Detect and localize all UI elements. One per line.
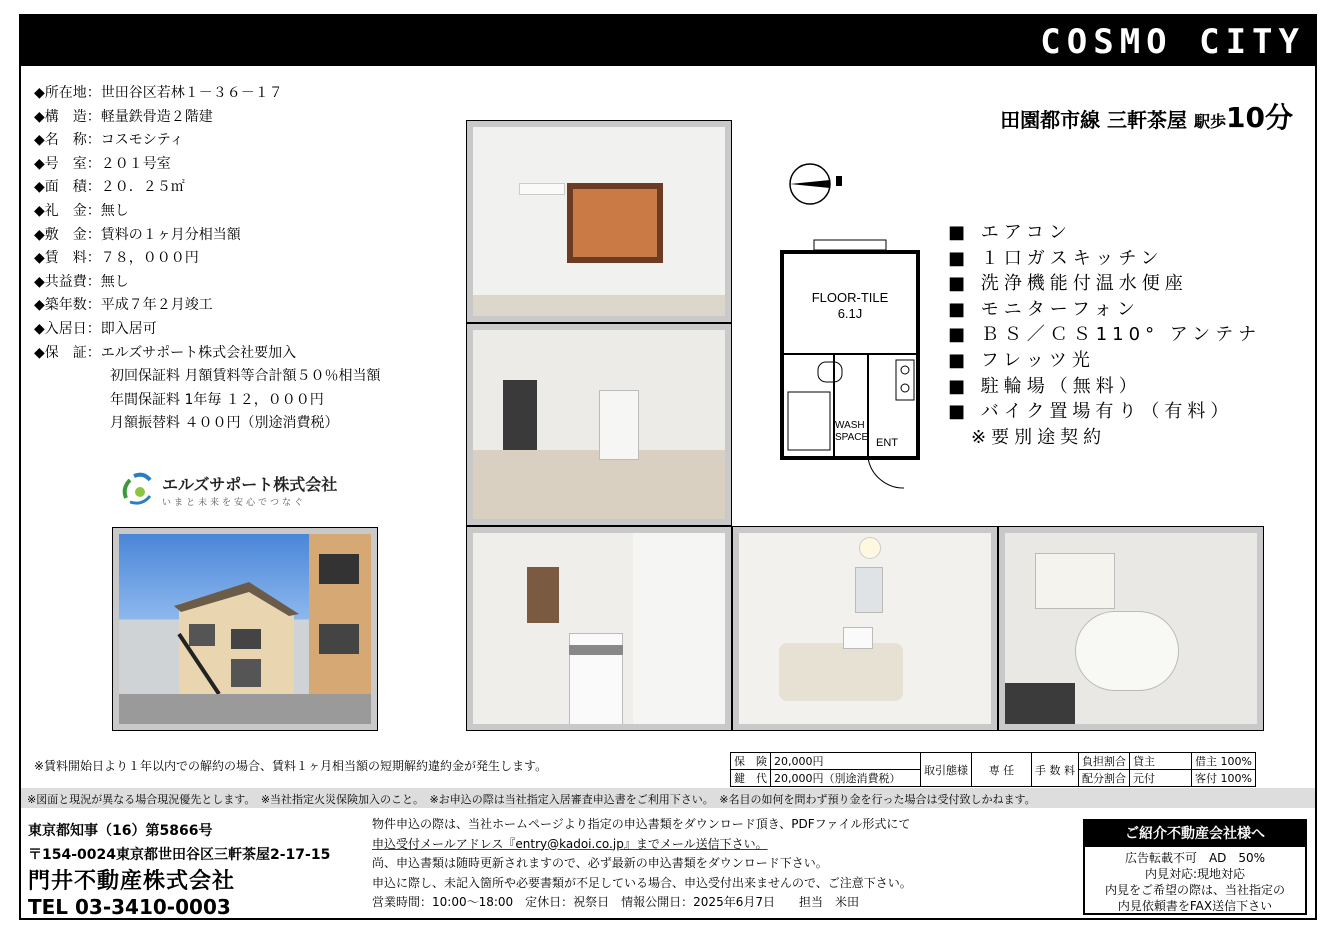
logo-tagline: いまと未来を安心でつなぐ bbox=[162, 498, 307, 508]
feature-item: ■ モニターフォン bbox=[948, 298, 1140, 320]
detail-common-fee: ◆共益費：無し bbox=[34, 273, 129, 290]
air-conditioner bbox=[519, 183, 565, 195]
key-label: 鍵 代 bbox=[731, 770, 771, 787]
detail-move-in: ◆入居日：即入居可 bbox=[34, 320, 157, 337]
feature-list bbox=[948, 220, 1261, 450]
toilet-bowl bbox=[1075, 611, 1179, 691]
feature-item: ■ ＢＳ／ＣＳ110° アンテナ bbox=[948, 324, 1262, 346]
company-address: 〒154-0024東京都世田谷区三軒茶屋2-17-15 bbox=[28, 847, 331, 863]
burden-party2: 借主 100% bbox=[1192, 753, 1256, 770]
ceiling-light bbox=[859, 537, 881, 559]
station-walk-label: 駅歩 bbox=[1194, 112, 1227, 131]
split-party: 元付 bbox=[1130, 770, 1192, 787]
intro-line: 内見対応:現地対応 bbox=[1144, 867, 1246, 881]
wash-basin bbox=[843, 627, 873, 649]
station-access bbox=[1000, 96, 1293, 136]
station-line: 田園都市線 三軒茶屋 bbox=[1000, 108, 1188, 132]
fee-table bbox=[730, 752, 1256, 787]
split-party2: 客付 100% bbox=[1192, 770, 1256, 787]
floor-entrance-label: ENT bbox=[876, 437, 898, 449]
feature-item: ■ １口ガスキッチン bbox=[948, 247, 1164, 269]
guarantee-annual: 年間保証料 1年毎 １２，０００円 bbox=[110, 391, 324, 408]
detail-name: ◆名 称：コスモシティ bbox=[34, 132, 184, 149]
window-view bbox=[573, 189, 657, 257]
intro-line: 広告転載不可 AD 50% bbox=[1124, 851, 1266, 865]
info-line: 申込に際し、未記入箇所や必要書類が不足している場合、申込受付出来ませんので、ご注意下さい。 bbox=[372, 875, 912, 890]
kitchen-sink bbox=[569, 645, 623, 655]
bathtub bbox=[779, 643, 903, 701]
company-block bbox=[28, 820, 330, 919]
feature-item: ■ 洗浄機能付温水便座 bbox=[948, 273, 1188, 295]
room-photo-window bbox=[466, 120, 732, 323]
building-illustration bbox=[119, 534, 371, 724]
feature-item: ■ エアコン bbox=[948, 222, 1072, 243]
feature-item: ■ フレッツ光 bbox=[948, 349, 1095, 371]
kitchen-window bbox=[527, 567, 559, 623]
insurance-label: 保 険 bbox=[731, 753, 771, 770]
bathroom-photo bbox=[732, 526, 998, 731]
deal-value: 専 任 bbox=[972, 753, 1032, 787]
company-name: 門井不動産株式会社 bbox=[28, 869, 236, 894]
floor-space-label: SPACE bbox=[835, 432, 869, 443]
feature-item: ■ バイク置場有り（有料） bbox=[948, 401, 1234, 423]
compass-icon bbox=[786, 158, 846, 208]
detail-structure: ◆構 造：軽量鉄骨造２階建 bbox=[34, 108, 213, 125]
detail-guarantee: ◆保 証：エルズサポート株式会社要加入 bbox=[34, 344, 297, 361]
floor bbox=[473, 295, 725, 316]
entrance-door bbox=[503, 380, 537, 460]
burden-party: 貸主 bbox=[1130, 753, 1192, 770]
intro-line: 内見依頼書をFAX送信下さい bbox=[1117, 899, 1273, 913]
company-license: 東京都知事（16）第5866号 bbox=[28, 823, 213, 839]
floor-room-label: FLOOR-TILE bbox=[811, 290, 889, 305]
bathroom-mirror bbox=[855, 567, 883, 613]
commission-label: 手 数 料 bbox=[1032, 753, 1079, 787]
detail-key-money: ◆礼 金：無し bbox=[34, 202, 129, 219]
exterior-photo bbox=[112, 527, 378, 731]
burden-label: 負担割合 bbox=[1079, 753, 1130, 770]
split-label: 配分割合 bbox=[1079, 770, 1130, 787]
floor-room-size: 6.1J bbox=[837, 306, 863, 321]
info-line: 物件申込の際は、当社ホームページより指定の申込書類をダウンロード頂き、PDFファイル形式にて bbox=[372, 817, 911, 831]
station-minutes: 10分 bbox=[1226, 101, 1293, 134]
toilet-photo bbox=[998, 526, 1264, 731]
floor bbox=[473, 450, 725, 519]
kitchen-wall bbox=[633, 533, 725, 724]
toilet-floor-shadow bbox=[1005, 683, 1075, 724]
detail-rent: ◆賃 料：７８，０００円 bbox=[34, 250, 199, 267]
floor-plan bbox=[778, 236, 928, 492]
info-line: 営業時間：10:00～18:00 定休日：祝祭日 情報公開日：2025年6月7日 担当 米田 bbox=[372, 895, 859, 909]
property-details bbox=[34, 82, 380, 436]
company-tel: TEL 03-3410-0003 bbox=[28, 895, 231, 919]
deal-label: 取引態様 bbox=[921, 753, 972, 787]
detail-age: ◆築年数：平成７年２月竣工 bbox=[34, 297, 213, 314]
info-email-line[interactable]: 申込受付メールアドレス『entry@kadoi.co.jp』までメール送信下さい。 bbox=[372, 836, 768, 851]
guarantee-initial: 初回保証料 月額賃料等合計額５０％相当額 bbox=[110, 368, 381, 385]
toilet-tank bbox=[1035, 553, 1115, 609]
detail-area: ◆面 積：２０．２５㎡ bbox=[34, 179, 185, 196]
logo-mark-icon bbox=[120, 470, 156, 506]
detail-address: ◆所在地：世田谷区若林１－３６－１７ bbox=[34, 85, 283, 101]
agent-intro-box bbox=[1083, 819, 1307, 915]
feature-item: ■ 駐輪場（無料） bbox=[948, 375, 1142, 397]
room-photo-entrance bbox=[466, 323, 732, 526]
key-value: 20,000円（別途消費税） bbox=[771, 770, 921, 787]
application-info bbox=[372, 815, 912, 913]
detail-room: ◆号 室：２０１号室 bbox=[34, 155, 171, 172]
floor-wash-label: WASH bbox=[835, 420, 865, 431]
guarantee-monthly: 月額振替料 ４００円（別途消費税） bbox=[110, 415, 339, 432]
footnote-bar: ※図面と現況が異なる場合現況優先とします。 ※当社指定火災保険加入のこと。 ※お申込の際は当社指定入居審査申込書をご利用下さい。 ※名目の如何を問わず預り金を行った場合は受付致しかねます。 bbox=[21, 788, 1315, 808]
info-line: 尚、申込書類は随時更新されますので、必ず最新の申込書類をダウンロード下さい。 bbox=[372, 856, 828, 870]
intro-title: ご紹介不動産会社様へ bbox=[1085, 821, 1305, 847]
intro-line: 内見をご希望の際は、当社指定の bbox=[1104, 883, 1285, 897]
insurance-value: 20,000円 bbox=[771, 753, 921, 770]
closet-door bbox=[599, 390, 639, 460]
cancellation-notice: ※賃料開始日より１年以内での解約の場合、賃料１ヶ月相当額の短期解約違約金が発生します。 bbox=[34, 759, 548, 773]
feature-item: ※要別途契約 bbox=[948, 426, 1107, 448]
detail-deposit: ◆敷 金：賃料の１ヶ月分相当額 bbox=[34, 226, 241, 243]
kitchen-photo bbox=[466, 526, 732, 731]
logo-name: エルズサポート株式会社 bbox=[162, 475, 338, 494]
property-title: COSMO CITY bbox=[1040, 22, 1305, 62]
